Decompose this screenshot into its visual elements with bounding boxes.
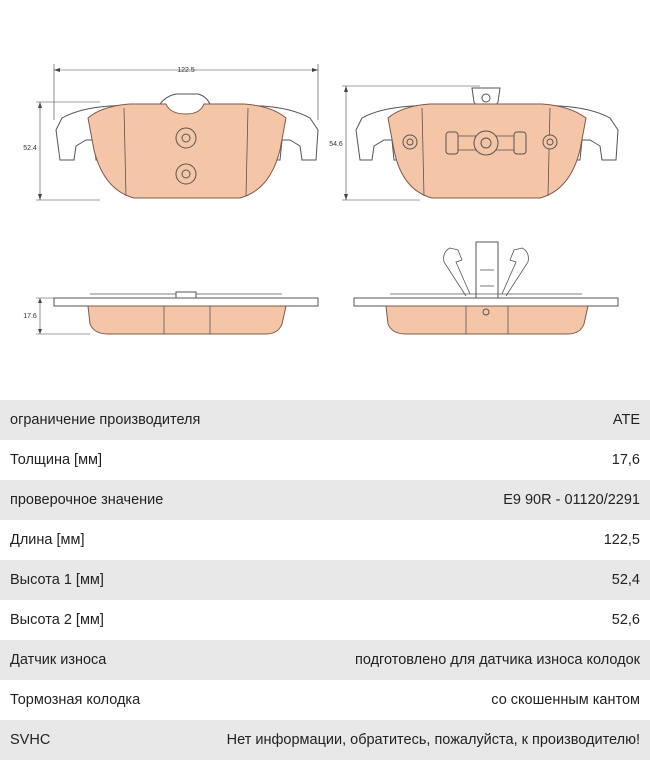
pad-front-view-left [23,64,318,200]
spec-row-svhc [0,720,650,760]
spec-value: 52,4 [611,572,640,588]
dim-height2-label: 54.6 [329,141,343,148]
spec-row-brake-pad [0,680,650,720]
spec-value: подготовлено для датчика износа колодок [354,652,640,668]
spec-label: Высота 1 [мм] [10,572,104,588]
spec-row-height1 [0,560,650,600]
dim-length-label: 122.5 [177,67,195,74]
spec-row-height2 [0,600,650,640]
spec-row-wear-sensor [0,640,650,680]
spec-value: E9 90R - 01120/2291 [503,492,640,508]
spec-label: Длина [мм] [10,532,85,548]
spec-row-thickness [0,440,650,480]
spec-label: Высота 2 [мм] [10,612,104,628]
spec-label: ограничение производителя [10,412,201,428]
spec-row-length [0,520,650,560]
spec-label: Тормозная колодка [10,692,141,708]
spec-value: Нет информации, обратитесь, пожалуйста, к производителю! [226,732,640,748]
pad-side-view-right [354,242,618,334]
dim-thickness-label: 17.6 [23,313,37,320]
spec-label: проверочное значение [10,492,164,508]
spec-label: Датчик износа [10,652,107,668]
specs-table [0,400,650,760]
pad-side-view-left [23,292,318,334]
spec-value: со скошенным кантом [491,692,640,708]
spec-label: SVHC [10,732,51,748]
spec-value: ATE [612,412,640,428]
spec-value: 17,6 [611,452,640,468]
spec-value: 52,6 [611,612,640,628]
spec-label: Толщина [мм] [10,452,103,468]
spec-value: 122,5 [603,532,640,548]
spec-row-test-mark [0,480,650,520]
spec-row-manufacturer-restriction [0,400,650,440]
pad-front-view-right [329,86,618,200]
dim-height1-label: 52.4 [23,145,37,152]
